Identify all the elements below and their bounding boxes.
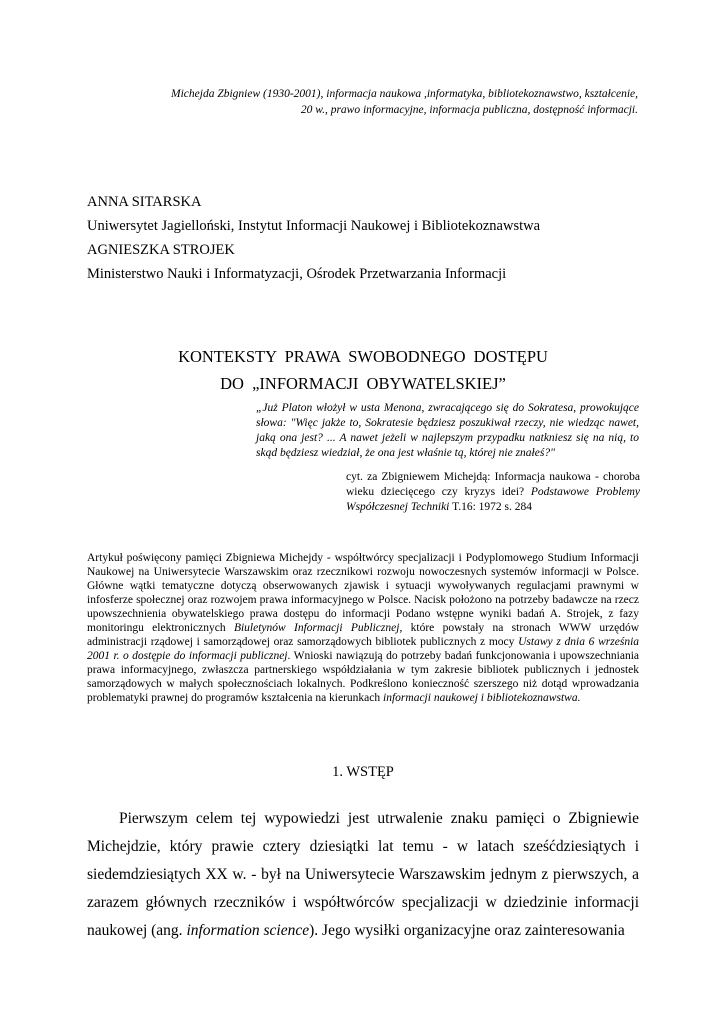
author-1-name: ANNA SITARSKA <box>87 194 202 210</box>
abstract-paragraph <box>87 551 639 705</box>
body-text-1: Pierwszym celem tej wypowiedzi jest utrwalenie znaku pamięci o Zbigniewie Michejdzie, który prawie cztery dziesiątki lat temu - w latach sześćdziesiątych i siedemdziesiątych XX w. - był na Uniwersytecie Warszawskim jednym z pierwszych, a zarazem głównych rzeczników i współtwórców specjalizacji w dziedzinie informacji naukowej (ang. <box>87 810 639 939</box>
epigraph-quote: „Już Platon włożył w usta Menona, zwracającego się do Sokratesa, prowokujące słowa: "Więc jakże to, Sokratesie będziesz poszukiwał rzeczy, nie wiedząc nawet, jaką ona jest? ... A nawet jeżeli w najlepszym przypadku natkniesz się na nią, to skąd będziesz wiedział, że ona jest właśnie tą, której nie znałeś?" <box>256 402 639 459</box>
body-italic: information science <box>186 922 310 939</box>
abstract-text-2: , które powstały na stronach WWW urzędów administracji rządowej i samorządowej oraz samorządowych bibliotek publicznych z mocy <box>87 622 639 648</box>
abstract-italic-2: Ustawy z dnia 6 września 2001 r. o dostępie do informacji publicznej <box>87 636 640 662</box>
abstract-text-1: Artykuł poświęcony pamięci Zbigniewa Michejdy - współtwórcy specjalizacji i Podyplomowego Studium Informacji Naukowej na Uniwersytecie Warszawskim oraz rzecznikowi rozwoju nowoczesnych systemów informacji w Polsce. Główne wątki tematyczne dotyczą obserwowanych zjawisk i sytuacji wywoływanych regulacjami prawnymi w infosferze społecznej oraz rozwojem prawa informacyjnego w Polsce. Nacisk położono na potrzeby badawcze na rzecz upowszechnienia obywatelskiego prawa dostępu do informacji Podano wstępne wyniki badań A. Strojek, z fazy monitoringu elektronicznych <box>87 552 639 634</box>
abstract-italic-1: Biuletynów Informacji Publicznej <box>233 622 400 634</box>
title-line-2: DO „INFORMACJI OBYWATELSKIEJ” <box>220 374 506 393</box>
body-text-2: ). Jego wysiłki organizacyjne oraz zainteresowania <box>309 922 625 939</box>
keywords-line-1: Michejda Zbigniew (1930-2001), informacja naukowa ,informatyka, bibliotekoznawstwo, kształcenie, <box>171 88 638 100</box>
authors-block <box>87 190 647 286</box>
citation-volume: T.16: 1972 s. 284 <box>452 501 533 513</box>
body-paragraph <box>87 805 639 945</box>
abstract-text-3: . Wnioski nawiązują do potrzeby badań funkcjonowania i upowszechniania prawa informacyjnego, zwłaszcza partnerskiego współdziałania w tym zakresie bibliotek publicznych i jednostek samorządowych w małych społecznościach lokalnych. Podkreślono konieczność szerszego niż dotąd wprowadzania problematyki prawnej do programów kształcenia na kierunkach <box>87 650 639 704</box>
author-2-name: AGNIESZKA STROJEK <box>87 242 235 258</box>
abstract-italic-3: informacji naukowej i bibliotekoznawstwa. <box>383 692 581 704</box>
section-heading: 1. WSTĘP <box>332 764 394 780</box>
author-1-affiliation: Uniwersytet Jagielloński, Instytut Informacji Naukowej i Bibliotekoznawstwa <box>87 218 541 234</box>
title-line-1: KONTEKSTY PRAWA SWOBODNEGO DOSTĘPU <box>178 347 548 366</box>
author-2-affiliation: Ministerstwo Nauki i Informatyzacji, Ośrodek Przetwarzania Informacji <box>87 266 507 282</box>
epigraph-citation <box>346 470 640 515</box>
keywords-line-2: 20 w., prawo informacyjne, informacja publiczna, dostępność informacji. <box>300 104 638 116</box>
citation-journal: Podstawowe Problemy Współczesnej Techniki <box>346 486 641 513</box>
article-title <box>87 343 639 397</box>
citation-text: cyt. za Zbigniewem Michejdą: Informacja naukowa - choroba wieku dziecięcego czy kryzys idei? <box>346 471 640 498</box>
keywords-block <box>120 86 638 118</box>
